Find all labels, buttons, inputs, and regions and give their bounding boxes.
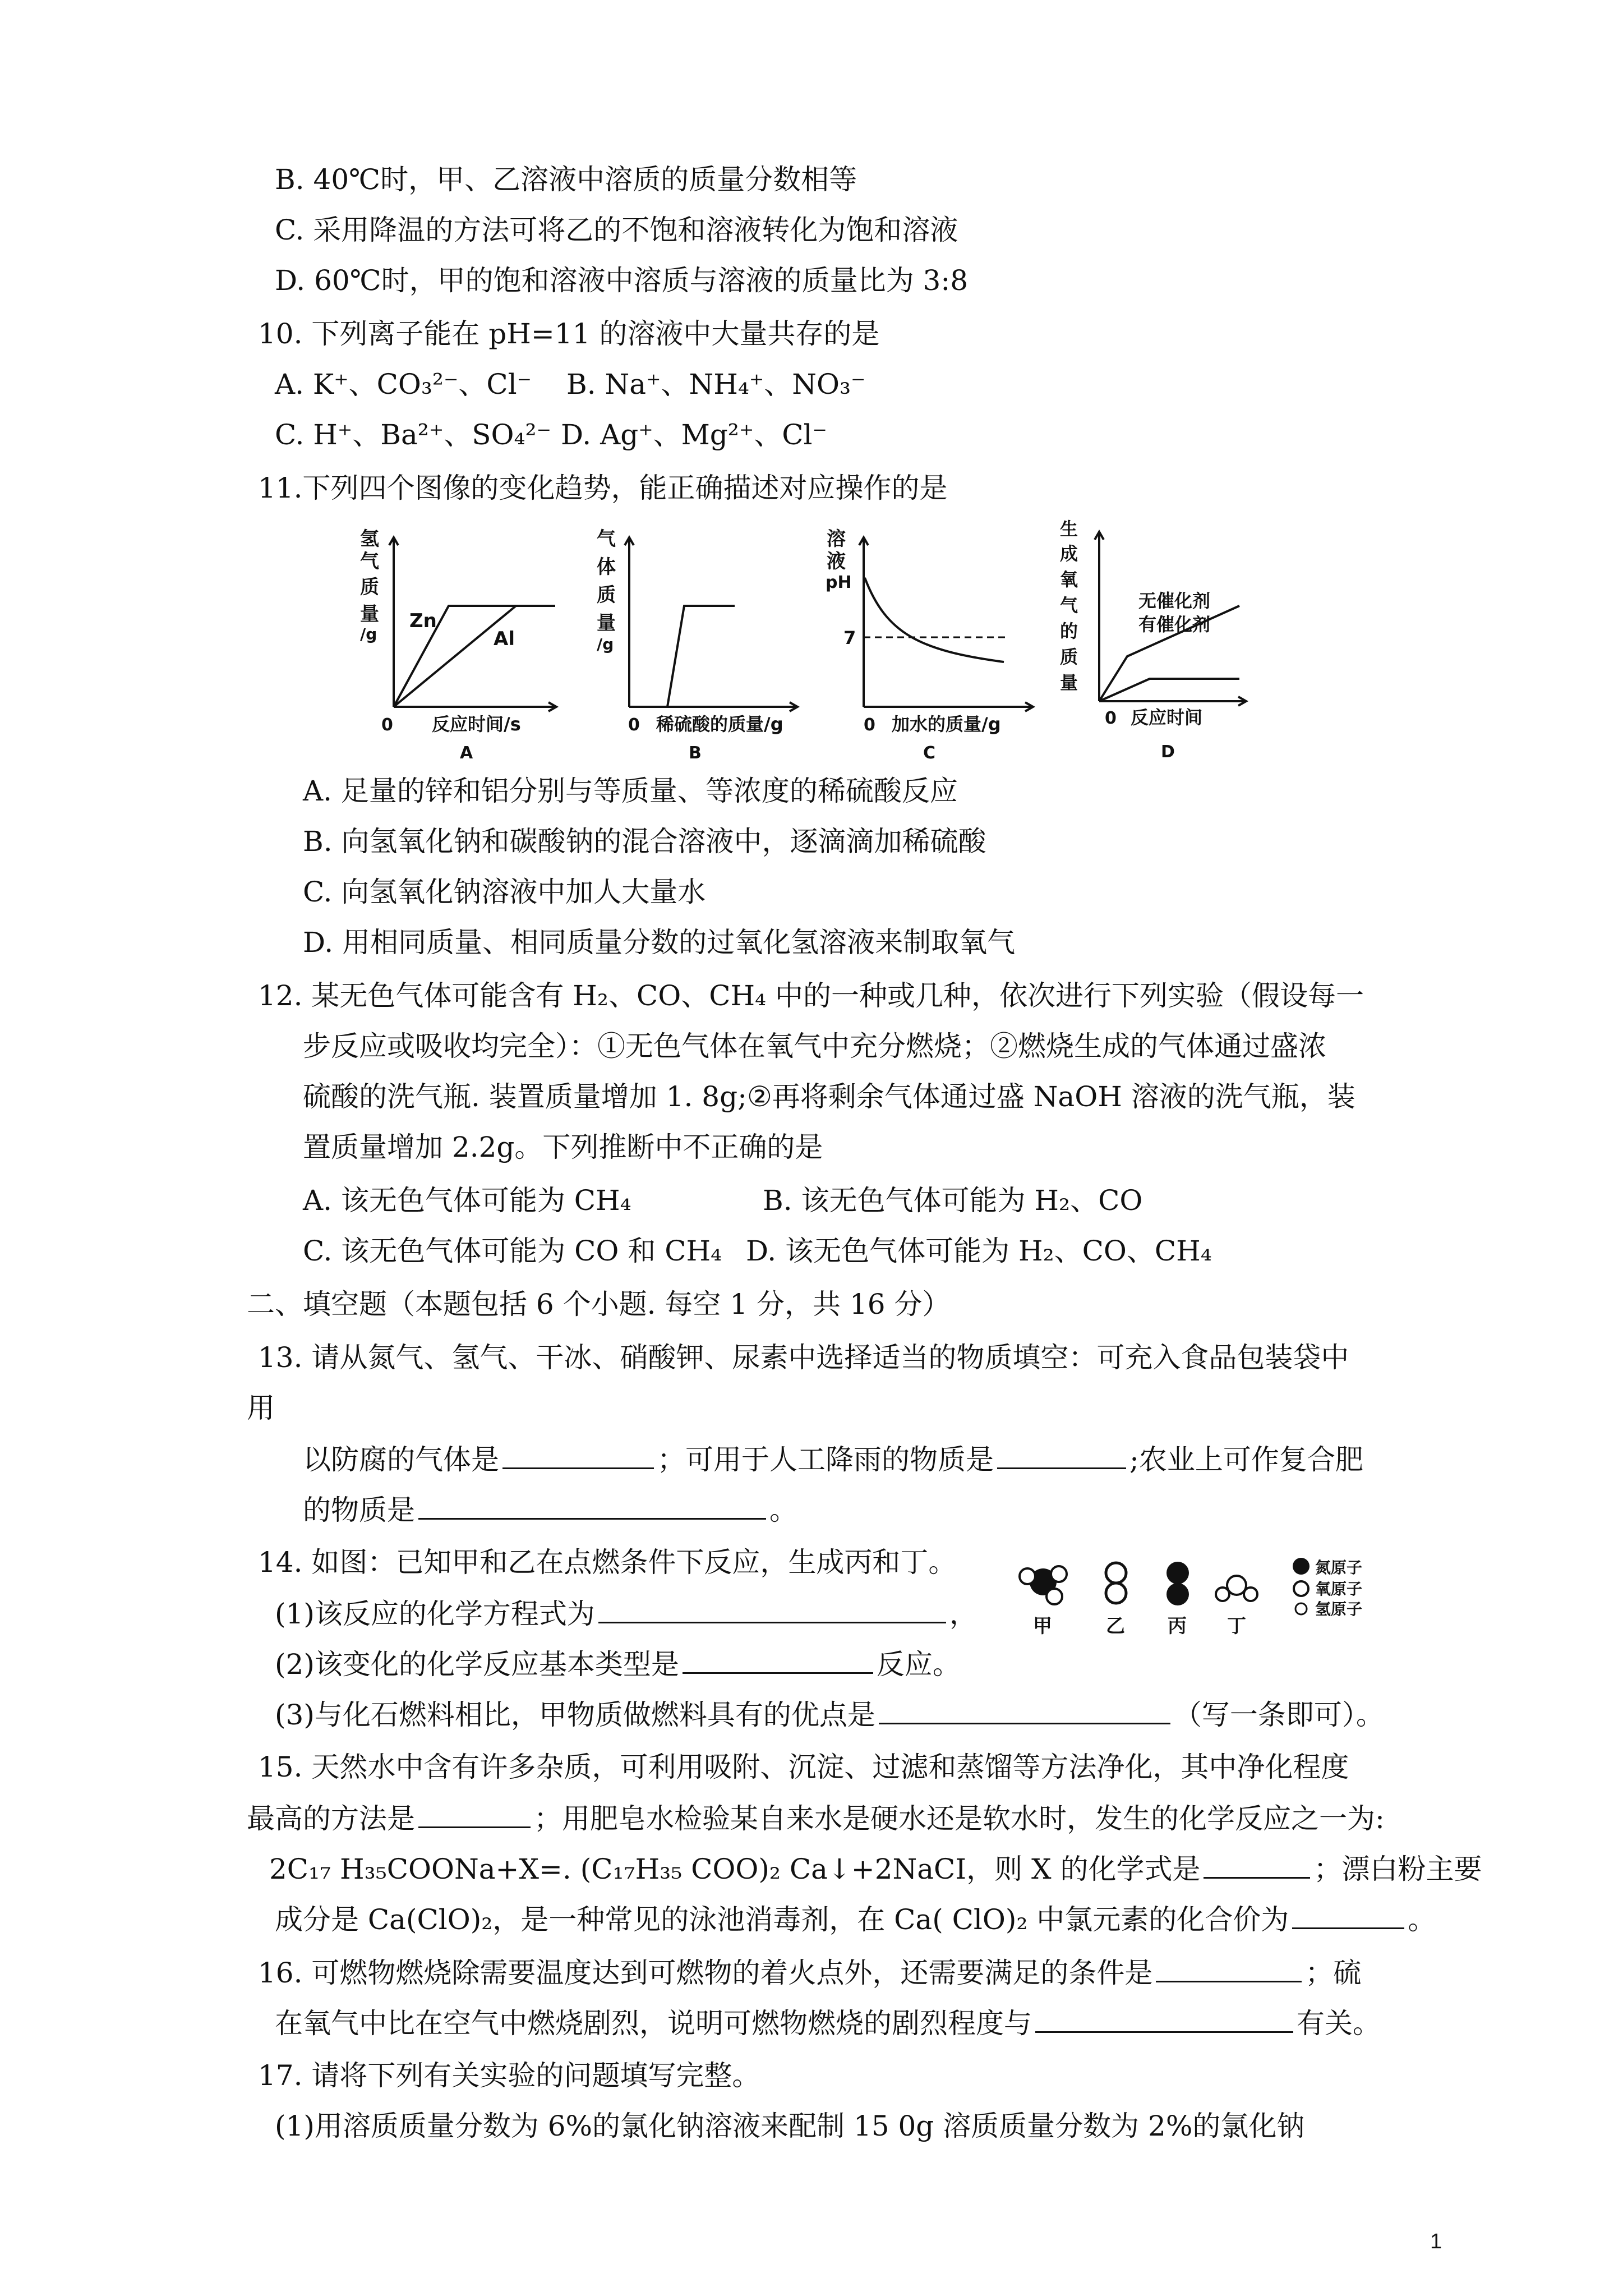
mol-label-yi: 乙 [1106,1615,1125,1637]
legend-oxygen: 氧原子 [1315,1580,1363,1598]
q12-option-d: D. 该无色气体可能为 H₂、CO、CH₄ [746,1235,1212,1267]
graph-b [594,527,808,765]
graph-d-origin: 0 [1105,708,1117,728]
q15-blank-2[interactable] [1204,1851,1310,1879]
q13-line-4 [303,1492,797,1527]
q16-line-1 [258,1955,1361,1990]
graph-a-ylabel-2: 气 [360,550,379,573]
q15-text-a: 最高的方法是 [247,1802,415,1835]
graph-c-ylabel-3: pH [826,573,852,592]
q13-text-b: ；可用于人工降雨的物质是 [657,1443,994,1476]
graph-d-ylabel-2: 成 [1060,543,1078,564]
graph-b-letter: B [689,743,702,763]
q13-text-c: ;农业上可作复合肥 [1129,1443,1363,1476]
q9-option-d: D. 60℃时，甲的饱和溶液中溶质与溶液的质量比为 3:8 [275,264,969,297]
q14-sub-2-text: (2)该变化的化学反应基本类型是 [275,1648,679,1681]
graph-a-ylabel-4: 量 [360,603,379,625]
graph-a-ylabel-3: 质 [360,576,379,599]
q11-stem: 11.下列四个图像的变化趋势，能正确描述对应操作的是 [258,472,948,504]
q15-line-2 [247,1801,1385,1835]
q16-line-2 [275,2005,1381,2040]
q14-blank-1[interactable] [598,1596,946,1623]
graph-c-letter: C [923,743,936,763]
q14-blank-2[interactable] [683,1646,873,1674]
q17-sub-1: (1)用溶质质量分数为 6%的氯化钠溶液来配制 15 0g 溶质质量分数为 2%的氯化钠 [275,2110,1305,2142]
q13-text-e: 。 [769,1494,797,1526]
graph-a-origin: 0 [381,715,393,735]
graph-a [359,527,572,765]
q9-option-c: C. 采用降温的方法可将乙的不饱和溶液转化为饱和溶液 [275,214,958,246]
q14-sub-2 [275,1646,961,1681]
q16-blank-1[interactable] [1156,1955,1302,1982]
graph-a-ylabel-5: /g [360,625,377,643]
graph-d [1054,516,1267,765]
mol-label-ding: 丁 [1227,1615,1246,1637]
q11-option-b: B. 向氢氧化钠和碳酸钠的混合溶液中，逐滴滴加稀硫酸 [303,825,986,858]
graph-d-letter: D [1161,742,1175,762]
q15-text-d: ；漂白粉主要 [1313,1853,1482,1885]
graph-b-ylabel-1: 气 [597,528,616,550]
graph-d-xlabel: 反应时间 [1131,707,1203,728]
graph-b-ylabel-4: 量 [597,612,616,634]
graph-c-ylabel-2: 液 [827,550,846,573]
q15-text-f: 。 [1408,1903,1436,1936]
q15-text-b: ；用肥皂水检验某自来水是硬水还是软水时，发生的化学反应之一为: [534,1802,1385,1835]
q12-line-3: 硫酸的洗气瓶. 装置质量增加 1. 8g;②再将剩余气体通过盛 NaOH 溶液的洗气瓶，装 [303,1080,1355,1113]
page-number: 1 [1430,2230,1442,2253]
q12-line-1: 12. 某无色气体可能含有 H₂、CO、CH₄ 中的一种或几种，依次进行下列实验（假设每一 [258,979,1364,1012]
q14-sub-2-end: 反应。 [876,1648,961,1681]
graph-c-origin: 0 [864,715,875,735]
graph-d-ylabel-4: 气 [1060,595,1078,616]
mol-label-bing: 丙 [1168,1615,1187,1637]
graph-d-curve-catalyst: 有催化剂 [1138,614,1211,635]
q16-text-c: 在氧气中比在空气中燃烧剧烈，说明可燃物燃烧的剧烈程度与 [275,2007,1032,2040]
q14-sub-1 [275,1596,978,1631]
q15-line-1: 15. 天然水中含有许多杂质，可利用吸附、沉淀、过滤和蒸馏等方法净化，其中净化程度 [258,1751,1349,1783]
q10-option-c: C. H⁺、Ba²⁺、SO₄²⁻ [275,418,551,451]
q12-option-c: C. 该无色气体可能为 CO 和 CH₄ [303,1235,722,1267]
graph-a-al-label: Al [494,628,515,650]
q11-option-a: A. 足量的锌和铝分别与等质量、等浓度的稀硫酸反应 [303,775,958,807]
q14-sub-3-text: (3)与化石燃料相比，甲物质做燃料具有的优点是 [275,1699,875,1731]
graph-b-ylabel-3: 质 [597,584,616,606]
q14-sub-1-text: (1)该反应的化学方程式为 [275,1598,595,1630]
q10-option-d: D. Ag⁺、Mg²⁺、Cl⁻ [561,418,827,451]
q11-option-d: D. 用相同质量、相同质量分数的过氧化氢溶液来制取氧气 [303,926,1016,959]
graph-c-xlabel: 加水的质量/g [892,714,1001,735]
q9-option-b: B. 40℃时，甲、乙溶液中溶质的质量分数相等 [275,163,857,196]
q14-sub-3 [275,1697,1384,1732]
graph-d-ylabel-5: 的 [1060,620,1078,642]
q15-blank-1[interactable] [418,1801,531,1828]
graph-c [824,527,1049,765]
graph-c-tick-7: 7 [843,627,856,648]
q14-molecule-diagram [1015,1554,1408,1651]
graph-d-curve-no-catalyst: 无催化剂 [1138,590,1211,611]
q13-blank-3[interactable] [418,1492,766,1520]
graph-b-xlabel: 稀硫酸的质量/g [656,714,783,735]
graph-d-ylabel-3: 氧 [1060,569,1078,590]
q16-text-d: 有关。 [1297,2007,1381,2040]
legend-nitrogen: 氮原子 [1315,1558,1363,1577]
graph-b-ylabel-5: /g [597,635,614,654]
q16-text-b: ；硫 [1305,1957,1362,1989]
graph-d-ylabel-1: 生 [1060,518,1078,540]
graph-a-ylabel-1: 氢 [360,528,379,550]
q10-option-b: B. Na⁺、NH₄⁺、NO₃⁻ [566,368,866,401]
q13-blank-2[interactable] [997,1442,1126,1469]
graph-c-ylabel-1: 溶 [827,528,846,550]
q13-line-3 [303,1442,1363,1476]
mol-label-jia: 甲 [1033,1615,1052,1637]
section-2-heading: 二、填空题（本题包括 6 个小题. 每空 1 分，共 16 分） [247,1288,951,1320]
q14-stem: 14. 如图：已知甲和乙在点燃条件下反应，生成丙和丁。 [258,1546,957,1579]
graph-a-letter: A [460,743,473,763]
q15-text-c: 2C₁₇ H₃₅COONa+X=. (C₁₇H₃₅ COO)₂ Ca↓+2NaCI，则 X 的化学式是 [269,1853,1201,1885]
q13-line-2: 用 [247,1392,275,1424]
graph-b-ylabel-2: 体 [597,556,616,578]
q16-text-a: 16. 可燃物燃烧除需要温度达到可燃物的着火点外，还需要满足的条件是 [258,1957,1153,1989]
graph-d-ylabel-7: 量 [1060,672,1078,693]
graph-a-zn-label: Zn [409,610,437,632]
q15-text-e: 成分是 Ca(ClO)₂，是一种常见的泳池消毒剂，在 Ca( ClO)₂ 中氯元素的化合价为 [275,1903,1289,1936]
q16-blank-2[interactable] [1035,2005,1293,2033]
q12-line-4: 置质量增加 2.2g。下列推断中不正确的是 [303,1131,823,1163]
q15-line-3 [269,1851,1482,1886]
q13-text-a: 以防腐的气体是 [303,1443,499,1476]
q13-line-1: 13. 请从氮气、氢气、干冰、硝酸钾、尿素中选择适当的物质填空：可充入食品包装袋中 [258,1341,1349,1374]
graph-a-xlabel: 反应时间/s [432,714,521,735]
q10-stem: 10. 下列离子能在 pH=11 的溶液中大量共存的是 [258,318,880,350]
q15-line-4 [275,1902,1436,1936]
graph-b-origin: 0 [628,715,640,735]
q12-line-2: 步反应或吸收均完全）：①无色气体在氧气中充分燃烧；②燃烧生成的气体通过盛浓 [303,1030,1326,1062]
q12-option-a: A. 该无色气体可能为 CH₄ [303,1184,631,1217]
graph-d-ylabel-6: 质 [1060,646,1078,668]
q14-blank-3[interactable] [879,1697,1170,1724]
q10-option-a: A. K⁺、CO₃²⁻、Cl⁻ [275,368,532,401]
q17-stem: 17. 请将下列有关实验的问题填写完整。 [258,2059,760,2092]
q13-text-d: 的物质是 [303,1494,415,1526]
legend-hydrogen: 氢原子 [1315,1600,1363,1618]
q11-option-c: C. 向氢氧化钠溶液中加人大量水 [303,876,706,908]
q12-option-b: B. 该无色气体可能为 H₂、CO [763,1184,1143,1217]
q14-sub-1-end: ， [949,1598,978,1630]
q15-blank-3[interactable] [1292,1902,1404,1929]
q13-blank-1[interactable] [502,1442,654,1469]
q14-sub-3-end: （写一条即可）。 [1173,1699,1384,1731]
